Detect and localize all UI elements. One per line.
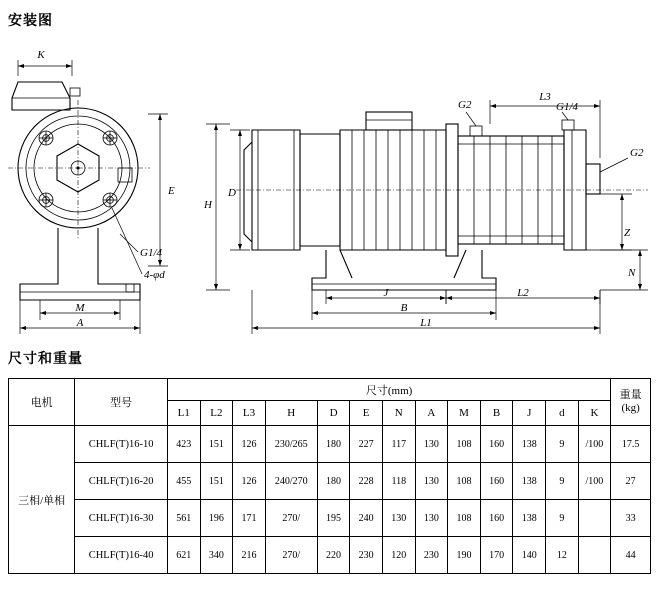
label-G1-4-left: [120, 234, 163, 259]
cell-weight: 17.5: [611, 426, 651, 463]
cell-L3: 126: [233, 463, 266, 500]
header-dim-A: A: [415, 401, 448, 426]
cell-L1: 423: [167, 426, 200, 463]
label-G2-right: [600, 147, 644, 172]
cell-N: 118: [382, 463, 415, 500]
cell-E: 230: [350, 537, 383, 574]
cell-E: 228: [350, 463, 383, 500]
cell-M: 108: [448, 500, 481, 537]
svg-text:A: A: [76, 317, 84, 329]
label-G1-4-right: [556, 101, 579, 120]
cell-L3: 216: [233, 537, 266, 574]
header-weight-line2: (kg): [621, 402, 640, 414]
cell-model: CHLF(T)16-40: [75, 537, 168, 574]
cell-H: 270/: [265, 500, 317, 537]
svg-text:L2: L2: [517, 287, 529, 299]
header-dim-K: K: [578, 401, 611, 426]
svg-text:B: B: [400, 302, 408, 314]
table-row: [9, 426, 651, 463]
header-dim-B: B: [480, 401, 513, 426]
installation-drawing: [0, 38, 659, 338]
cell-model: CHLF(T)16-30: [75, 500, 168, 537]
cell-D: 220: [317, 537, 350, 574]
header-dim-J: J: [513, 401, 546, 426]
header-dim-L1: L1: [167, 401, 200, 426]
cell-D: 180: [317, 426, 350, 463]
svg-text:D: D: [228, 187, 236, 199]
dim-L1: [252, 290, 600, 334]
table-header-row-1: [9, 379, 651, 401]
header-dim-d: d: [546, 401, 579, 426]
cell-N: 120: [382, 537, 415, 574]
cell-A: 130: [415, 500, 448, 537]
table-row: [9, 537, 651, 574]
cell-B: 160: [480, 463, 513, 500]
header-weight-line1: 重量: [619, 389, 642, 402]
cell-L1: 455: [167, 463, 200, 500]
table-row: [9, 500, 651, 537]
cell-d: 12: [546, 537, 579, 574]
cell-B: 170: [480, 537, 513, 574]
svg-text:Z: Z: [624, 227, 631, 239]
svg-text:G2: G2: [458, 99, 472, 111]
table-head: [9, 379, 651, 426]
cell-L2: 340: [200, 537, 233, 574]
cell-L3: 126: [233, 426, 266, 463]
svg-text:G1/4: G1/4: [556, 101, 578, 113]
header-dim-N: N: [382, 401, 415, 426]
svg-text:N: N: [628, 267, 636, 279]
svg-text:L1: L1: [420, 317, 432, 329]
cell-E: 240: [350, 500, 383, 537]
cell-J: 138: [513, 500, 546, 537]
cell-K: [578, 500, 611, 537]
cell-H: 270/: [265, 537, 317, 574]
cell-J: 138: [513, 463, 546, 500]
header-dims-group: 尺寸(mm): [167, 379, 610, 401]
cell-L2: 151: [200, 463, 233, 500]
header-model: 型号: [75, 379, 168, 426]
dimensions-table: [8, 378, 651, 574]
dim-Z: [586, 194, 632, 250]
label-4-phi-d: [112, 208, 165, 281]
table-row: [9, 463, 651, 500]
cell-K: [578, 537, 611, 574]
cell-weight: 44: [611, 537, 651, 574]
cell-N: 117: [382, 426, 415, 463]
cell-A: 130: [415, 426, 448, 463]
cell-L2: 196: [200, 500, 233, 537]
cell-A: 230: [415, 537, 448, 574]
cell-weight: 27: [611, 463, 651, 500]
header-dim-M: M: [448, 401, 481, 426]
cell-J: 140: [513, 537, 546, 574]
dim-N: [600, 250, 648, 290]
svg-text:4-φd: 4-φd: [144, 269, 165, 281]
dimensions-table-wrap: [8, 378, 651, 574]
dim-K: [18, 49, 72, 76]
svg-text:H: H: [204, 199, 212, 211]
cell-H: 240/270: [265, 463, 317, 500]
label-G2-top: [458, 99, 476, 126]
svg-text:M: M: [75, 302, 85, 314]
cell-A: 130: [415, 463, 448, 500]
cell-J: 138: [513, 426, 546, 463]
header-dim-E: E: [350, 401, 383, 426]
dim-B: [312, 290, 496, 320]
cell-d: 9: [546, 500, 579, 537]
page-title-install: 安装图: [8, 12, 53, 28]
svg-text:J: J: [383, 287, 389, 299]
cell-E: 227: [350, 426, 383, 463]
dim-H: [203, 124, 230, 290]
page-title-dimensions: 尺寸和重量: [8, 350, 83, 366]
cell-M: 108: [448, 426, 481, 463]
cell-model: CHLF(T)16-20: [75, 463, 168, 500]
cell-H: 230/265: [265, 426, 317, 463]
cell-weight: 33: [611, 500, 651, 537]
dim-E: [148, 114, 175, 266]
svg-text:L3: L3: [539, 91, 551, 103]
cell-L3: 171: [233, 500, 266, 537]
cell-motor-type: 三相/单相: [9, 426, 75, 574]
cell-L1: 621: [167, 537, 200, 574]
cell-D: 180: [317, 463, 350, 500]
cell-L1: 561: [167, 500, 200, 537]
header-dim-D: D: [317, 401, 350, 426]
cell-N: 130: [382, 500, 415, 537]
cell-K: /100: [578, 463, 611, 500]
header-dim-L3: L3: [233, 401, 266, 426]
cell-d: 9: [546, 463, 579, 500]
cell-M: 108: [448, 463, 481, 500]
cell-B: 160: [480, 500, 513, 537]
cell-model: CHLF(T)16-10: [75, 426, 168, 463]
cell-d: 9: [546, 426, 579, 463]
svg-text:G2: G2: [630, 147, 644, 159]
header-motor: 电机: [9, 379, 75, 426]
header-weight: [611, 379, 651, 426]
table-body: [9, 426, 651, 574]
header-dim-H: H: [265, 401, 317, 426]
cell-D: 195: [317, 500, 350, 537]
cell-M: 190: [448, 537, 481, 574]
svg-text:G1/4: G1/4: [140, 247, 162, 259]
header-dim-L2: L2: [200, 401, 233, 426]
dim-L3: [490, 91, 600, 158]
svg-text:E: E: [168, 185, 175, 197]
svg-text:K: K: [37, 49, 45, 61]
cell-L2: 151: [200, 426, 233, 463]
cell-K: /100: [578, 426, 611, 463]
cell-B: 160: [480, 426, 513, 463]
